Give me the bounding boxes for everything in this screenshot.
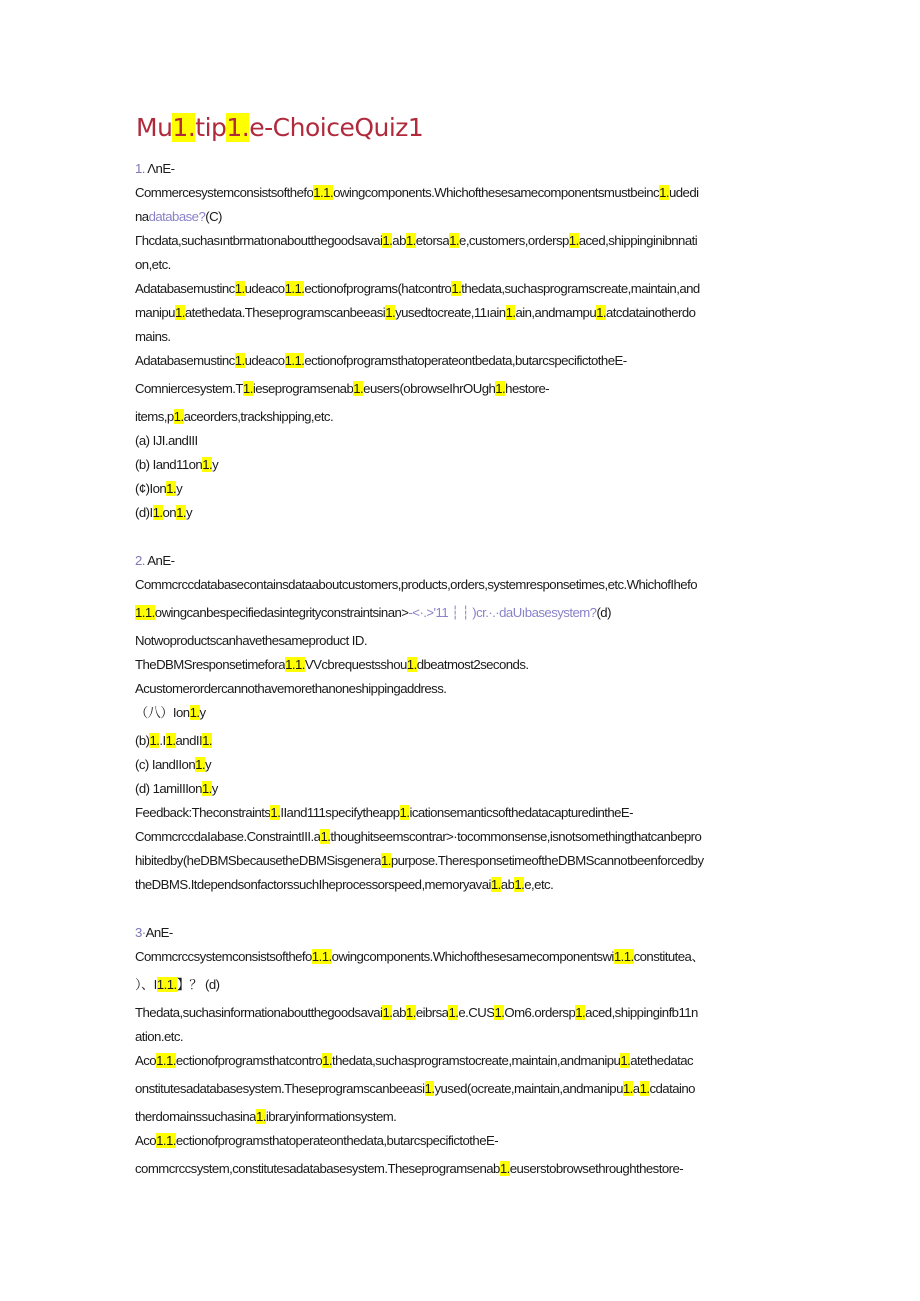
highlighted-text: 1. (320, 829, 331, 844)
text-segment: (d)I (135, 505, 153, 520)
text-segment: y (205, 757, 212, 772)
text-segment: yused(ocreate,maintain,andmanipu (434, 1081, 623, 1096)
highlighted-text: 1. (499, 1161, 510, 1176)
text-segment: eusers(obrowseIhrOUgh (363, 381, 496, 396)
highlighted-text: 1. (173, 409, 184, 424)
text-segment: VVcbrequestsshou (304, 657, 407, 672)
title-part-highlighted: 1. (226, 113, 250, 142)
text-line (135, 304, 695, 322)
text-segment: (c) IandIIon (135, 757, 196, 772)
text-line (135, 656, 528, 674)
highlighted-text: 1. (166, 481, 177, 496)
highlighted-text: 1.1. (156, 1133, 176, 1148)
title-part-highlighted: 1. (172, 113, 196, 142)
highlighted-text: 1.1. (156, 1053, 176, 1068)
highlighted-text: 1. (242, 381, 253, 396)
text-segment: (b) Iand11on (135, 457, 203, 472)
text-segment: owingcanbespecifiedasintegrityconstraintsinan> (154, 605, 409, 620)
highlighted-text: 1. (382, 1005, 393, 1020)
text-segment: atethedatac (630, 1053, 694, 1068)
highlighted-text: 1. (424, 1081, 435, 1096)
text-segment: aced,shippinginfb11n (585, 1005, 698, 1020)
text-line (135, 432, 198, 450)
text-segment: items,p (135, 409, 174, 424)
text-segment: cdataino (649, 1081, 695, 1096)
highlighted-text: 1. (189, 705, 200, 720)
text-segment: ab (500, 877, 515, 892)
text-segment: y (176, 481, 183, 496)
highlighted-text: 1.1. (613, 949, 634, 964)
text-segment: .I (159, 733, 166, 748)
text-segment: icationsemanticsofthedatacapturedintheE- (409, 805, 634, 820)
text-line (135, 756, 211, 774)
highlighted-text: 1. (195, 757, 206, 772)
highlighted-text: 1. (406, 657, 417, 672)
text-segment: 】？ (d) (176, 977, 220, 992)
highlighted-text: 1. (451, 281, 462, 296)
highlighted-text: 1. (494, 1005, 505, 1020)
highlighted-text: 1. (322, 1053, 333, 1068)
text-segment: euserstobrowsethroughthestore- (509, 1161, 684, 1176)
highlighted-text: 1. (165, 733, 176, 748)
text-segment: manipu (135, 305, 175, 320)
text-line (135, 480, 182, 498)
highlighted-text: 1. (575, 1005, 586, 1020)
text-segment: (C) (205, 209, 222, 224)
text-segment: (d) 1amiIIIon (135, 781, 202, 796)
text-segment: hibitedby(heDBMSbecausetheDBMSisgenera (135, 853, 381, 868)
text-segment: Commcrccsystemconsistsofthefo (135, 949, 312, 964)
text-line (135, 780, 218, 798)
text-segment: (¢)Ion (135, 481, 167, 496)
highlighted-text: 1. (399, 805, 410, 820)
text-segment: Aco (135, 1133, 157, 1148)
text-line (135, 1080, 695, 1098)
highlighted-text: 1. (201, 781, 212, 796)
text-segment: e.CUS (458, 1005, 495, 1020)
text-segment: yusedtocreate,11ıain (395, 305, 506, 320)
text-segment: ibraryinformationsystem. (265, 1109, 397, 1124)
text-line (135, 1052, 693, 1070)
highlighted-text: 1. (174, 305, 185, 320)
highlighted-text: 1. (202, 457, 213, 472)
text-segment: ab (392, 233, 406, 248)
text-line (135, 1132, 498, 1150)
text-line (135, 504, 192, 522)
highlighted-text: 1. (405, 1005, 416, 1020)
text-segment: ectionofprograms(hatcontro (304, 281, 452, 296)
text-segment: thedata,suchasprogramscreate,maintain,and (461, 281, 700, 296)
text-segment: e,customers,ordersp (459, 233, 569, 248)
text-segment: dbeatmost2seconds. (416, 657, 529, 672)
text-segment: a (632, 1081, 640, 1096)
question-number: 2. (135, 553, 145, 568)
highlighted-text: 1. (659, 185, 669, 200)
highlighted-text: 1. (568, 233, 579, 248)
highlighted-text: 1. (149, 733, 160, 748)
text-segment: ab (392, 1005, 406, 1020)
text-segment: on (162, 505, 177, 520)
highlighted-text: 1. (152, 505, 163, 520)
text-line (135, 352, 627, 370)
text-segment: onstitutesadatabasesystem.Theseprogramscanbeeasi (135, 1081, 425, 1096)
highlighted-text: 1.1. (284, 353, 305, 368)
highlighted-text: 1. (270, 805, 281, 820)
page-title (136, 113, 423, 142)
highlighted-text: 1. (490, 877, 501, 892)
text-line (135, 208, 222, 226)
text-segment: ）、I (135, 977, 157, 992)
text-line (135, 232, 697, 250)
text-line (135, 456, 218, 474)
text-segment: mains. (135, 329, 171, 344)
text-segment: -<·.>'11 ┆ ┆ )cr.·.·daUıbasesystem? (408, 605, 597, 620)
highlighted-text: 1. (639, 1081, 650, 1096)
text-segment: thedata,suchasprogramstocreate,maintain,andmanipu (332, 1053, 621, 1068)
highlighted-text: 1. (514, 877, 525, 892)
highlighted-text: 1. (202, 733, 213, 748)
text-segment: ectionofprogramsthatoperateonthedata,butarcspecifictotheE- (175, 1133, 499, 1148)
text-segment: udeaco (244, 353, 285, 368)
text-segment: owingcomponents.Whichofthesesamecomponentsmustbeinc (333, 185, 660, 200)
text-segment: ation.etc. (135, 1029, 184, 1044)
text-segment: udedi (668, 185, 699, 200)
text-segment: eibrsa (415, 1005, 449, 1020)
text-segment: ieseprogramsenab (252, 381, 354, 396)
highlighted-text: 1.1. (156, 977, 177, 992)
text-line (135, 732, 212, 750)
text-segment: y (199, 705, 206, 720)
text-line (135, 1108, 396, 1126)
question-number: 3· (135, 925, 146, 940)
question-number: 1. (135, 161, 145, 176)
text-segment: IIand111specifytheapp (280, 805, 400, 820)
text-segment: owingcomponents.Whichofthesesamecomponentswi (331, 949, 614, 964)
text-segment: therdomainssuchasina (135, 1109, 256, 1124)
text-segment: TheDBMSresponsetimefora (135, 657, 286, 672)
text-segment: Om6.ordersp (504, 1005, 576, 1020)
text-segment: hestore- (505, 381, 550, 396)
text-segment: on,etc. (135, 257, 171, 272)
text-segment: udeaco (244, 281, 285, 296)
text-segment: theDBMS.ItdependsonfactorssuchIheprocessorspeed,memoryavai (135, 877, 491, 892)
text-segment: (d) (596, 605, 611, 620)
text-line (135, 576, 697, 594)
text-segment: (b) (135, 733, 150, 748)
text-segment: Feedback:Theconstraints (135, 805, 271, 820)
text-line (135, 1160, 683, 1178)
text-segment: y (185, 505, 193, 520)
highlighted-text: 1. (448, 1005, 459, 1020)
text-segment: purpose.TheresponsetimeoftheDBMScannotbeenforcedby (390, 853, 704, 868)
highlighted-text: 1. (380, 853, 391, 868)
highlighted-text: 1.1. (311, 949, 332, 964)
text-line (135, 852, 704, 870)
text-segment: Acustomerordercannothavemorethanoneshippingaddress. (135, 681, 447, 696)
text-segment: aceorders,trackshipping,etc. (183, 409, 334, 424)
text-segment: aced,shippinginibnnati (578, 233, 698, 248)
text-segment: AnE- (144, 553, 175, 568)
text-line (135, 632, 367, 650)
text-line (135, 924, 173, 942)
highlighted-text: 1. (255, 1109, 266, 1124)
highlighted-text: 1. (385, 305, 396, 320)
text-segment: y (211, 781, 218, 796)
text-segment: Commcrccdatabasecontainsdataaboutcustomers,products,orders,systemresponsetimes,etc.WhichofIhefo (135, 577, 697, 592)
text-line (135, 328, 171, 346)
text-line (135, 380, 549, 398)
text-line (135, 976, 219, 994)
text-segment: AnE- (145, 925, 173, 940)
text-segment: （八）Ion (135, 705, 190, 720)
text-line (135, 184, 699, 202)
text-segment: e,etc. (524, 877, 554, 892)
text-segment: Γhcdata,suchasıntbrmatıonaboutthegoodsavai (135, 233, 383, 248)
highlighted-text: 1. (176, 505, 186, 520)
highlighted-text: 1. (234, 353, 245, 368)
text-segment: Aco (135, 1053, 157, 1068)
text-segment: (a) IJI.andIII (135, 433, 198, 448)
text-segment: Commercesystemconsistsofthefo (135, 185, 314, 200)
text-segment: ectionofprogramsthatoperateontbedata,butarcspecifictotheE- (304, 353, 627, 368)
text-segment: Adatabasemustinc (135, 353, 235, 368)
text-line (135, 280, 700, 298)
text-segment: Adatabasemustinc (135, 281, 235, 296)
text-segment: CommcrccdaIabase.ConstraintIII.a (135, 829, 321, 844)
text-segment: Thedata,suchasinformationaboutthegoodsavai (135, 1005, 383, 1020)
text-segment: ectionofprogramsthatcontro (175, 1053, 323, 1068)
highlighted-text: 1.1. (313, 185, 334, 200)
text-line (135, 680, 446, 698)
text-line (135, 604, 611, 622)
highlighted-text: 1. (382, 233, 393, 248)
text-line (135, 1004, 698, 1022)
highlighted-text: 1. (505, 305, 516, 320)
highlighted-text: 1.1. (284, 281, 305, 296)
highlighted-text: 1. (405, 233, 416, 248)
text-line (135, 948, 704, 966)
highlighted-text: 1. (495, 381, 506, 396)
text-line (135, 1028, 183, 1046)
highlighted-text: 1. (449, 233, 460, 248)
text-line (135, 160, 174, 178)
text-line (135, 552, 174, 570)
text-segment: andII (175, 733, 203, 748)
title-part: tip (195, 113, 227, 142)
highlighted-text: 1. (234, 281, 245, 296)
text-line (135, 408, 333, 426)
title-part: e-ChoiceQuiz1 (249, 113, 424, 142)
highlighted-text: 1.1. (135, 605, 155, 620)
text-segment: atethedata.Theseprogramscanbeeasi (184, 305, 386, 320)
text-segment: Notwoproductscanhavethesameproduct ID. (135, 633, 368, 648)
text-segment: ΛnE- (144, 161, 175, 176)
text-line (135, 256, 171, 274)
text-segment: y (212, 457, 219, 472)
text-segment: commcrccsystem,constitutesadatabasesystem.Theseprogramsenab (135, 1161, 500, 1176)
highlighted-text: 1. (353, 381, 364, 396)
highlighted-text: 1.1. (285, 657, 305, 672)
text-segment: database? (148, 209, 206, 224)
text-segment: Comniercesystem.T (135, 381, 243, 396)
highlighted-text: 1. (622, 1081, 633, 1096)
text-segment: thoughitseemscontrar>·tocommonsense,isnotsomethingthatcanbepro (330, 829, 702, 844)
text-segment: na (135, 209, 149, 224)
title-part: Mu (136, 113, 173, 142)
text-segment: etorsa (415, 233, 450, 248)
highlighted-text: 1. (620, 1053, 631, 1068)
text-line (135, 876, 553, 894)
text-line (135, 804, 633, 822)
text-segment: ain,andmampu (515, 305, 597, 320)
text-segment: atcdatainotherdo (606, 305, 696, 320)
highlighted-text: 1. (596, 305, 607, 320)
text-line (135, 704, 206, 722)
text-segment: constitutea、 (633, 949, 704, 964)
text-line (135, 828, 701, 846)
